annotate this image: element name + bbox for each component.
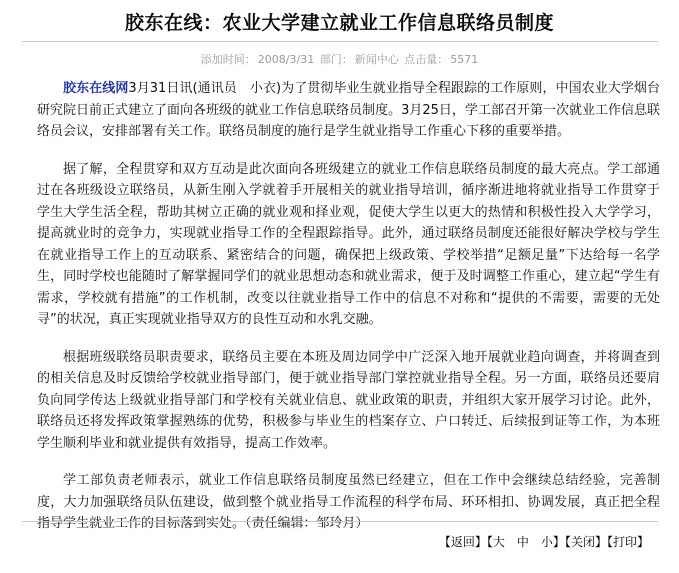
added-time-value: 2008/3/31: [257, 53, 315, 66]
paragraph-1-text: 3月31日讯(通讯员 小衣)为了贯彻毕业生就业指导全程跟踪的工作原则，中国农业大学烟台研究院日前正式建立了面向各班级的就业工作信息联络员制度。3月25日，学工部召开第一次就业工作信息联络员会议，安排部署有关工作。联络员制度的施行是学生就业指导工作重心下移的重要举措。: [37, 81, 660, 139]
page-title: 胶东在线：农业大学建立就业工作信息联络员制度: [124, 12, 554, 34]
font-medium-link[interactable]: 中: [516, 535, 529, 549]
font-small-link[interactable]: 小: [540, 535, 553, 549]
footer-actions: 【返回】【大 中 小】【关闭】【打印】: [438, 535, 649, 549]
hits-label: 点击量：: [404, 53, 449, 66]
article-body: [37, 78, 660, 551]
article-paragraph-4: 学工部负责老师表示，就业工作信息联络员制度虽然已经建立，但在工作中会继续总结经验，完善制度，大力加强联络员队伍建设，做到整个就业指导工作流程的科学布局、环环相扣、协调发展，真正把全程指导学生就业工作的目标落到实处。（责任编辑：邹玲月）: [37, 473, 660, 531]
article-paragraph-3: 根据班级联络员职责要求，联络员主要在本班及周边同学中广泛深入地开展就业趋向调查，并将调查到的相关信息及时反馈给学校就业指导部门，便于就业指导部门掌控就业指导全程。另一方面，联络员还要肩负向同学传达上级就业指导部门和学校有关就业信息、就业政策的职责，并组织大家开展学习讨论。此外，联络员还将发挥政策掌握熟练的优势，积极参与毕业生的档案存立、户口转迁、后续报到证等工作，为本班学生顺利毕业和就业提供有效指导，提高工作效率。: [37, 349, 660, 451]
font-large-link[interactable]: 大: [492, 535, 505, 549]
hits-value: 5571: [450, 53, 479, 66]
department-value: 新闻中心: [354, 53, 399, 66]
department-label: 部门：: [319, 53, 353, 66]
article-paragraph-2: 据了解，全程贯穿和双方互动是此次面向各班级建立的就业工作信息联络员制度的最大亮点。学工部通过在各班级设立联络员，从新生刚入学就着手开展相关的就业指导培训，循序渐进地将就业指导工作贯穿于学生大学生活全程，帮助其树立正确的就业观和择业观，促使大学生以更大的热情和积极性投入大学学习，提高就业时的竞争力，实现就业指导工作的全程跟踪指导。此外，通过联络员制度还能很好解决学校与学生在就业指导工作上的互动联系、紧密结合的问题，确保把上级政策、学校举措“足额足量”下达给每一名学生，同时学校也能随时了解掌握同学们的就业思想动态和就业需求，便于及时调整工作重心，建立起“学生有需求，学校就有措施”的工作机制，改变以往就业指导工作中的信息不对称和“提供的不需要，需要的无处寻”的状况，真正实现就业指导双方的良性互动和水乳交融。: [37, 161, 660, 327]
article-paragraph-1: [37, 78, 660, 143]
back-link[interactable]: 返回: [450, 535, 475, 549]
print-link[interactable]: 打印: [612, 535, 637, 549]
footer-divider: [22, 521, 658, 522]
added-time-label: 添加时间：: [200, 53, 256, 66]
article-meta: [0, 51, 679, 67]
source-link[interactable]: 胶东在线网: [63, 81, 129, 96]
title-divider: [22, 41, 658, 42]
close-link[interactable]: 关闭: [570, 535, 595, 549]
